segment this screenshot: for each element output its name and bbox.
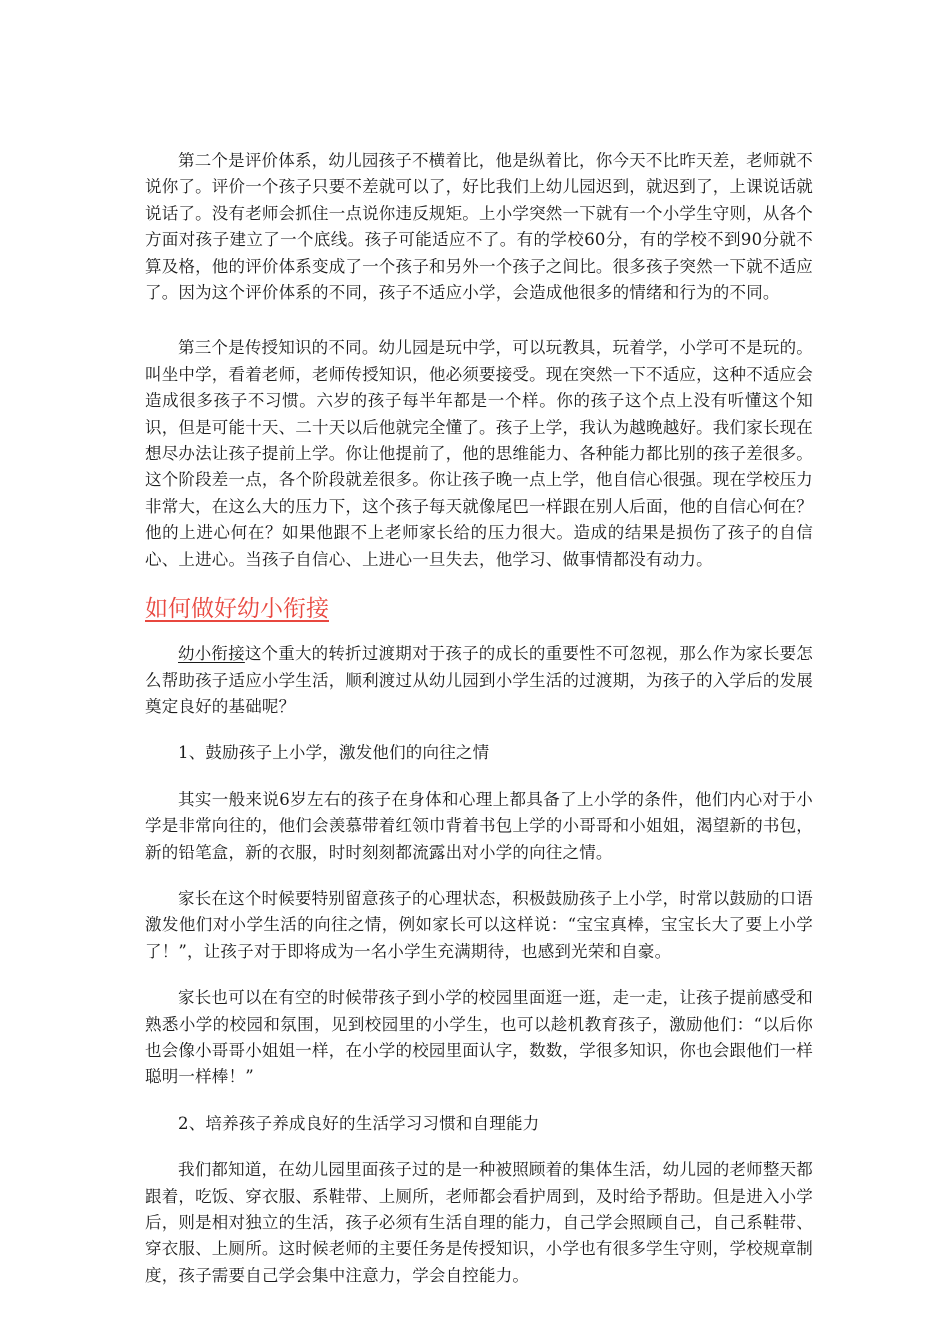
paragraph-knowledge-teaching: 第三个是传授知识的不同。幼儿园是玩中学，可以玩教具，玩着学，小学可不是玩的。叫坐中学，看着老师，老师传授知识，他必须要接受。现在突然一下不适应，这种不适应会造成很多孩子不习惯。六岁的孩子每半年都是一个样。你的孩子这个点上没有听懂这个知识，但是可能十天、二十天以后他就完全懂了。孩子上学，我认为越晚越好。我们家长现在想尽办法让孩子提前上学。你让他提前了，他的思维能力、各种能力都比别的孩子差很多。这个阶段差一点，各个阶段就差很多。你让孩子晚一点上学，他自信心很强。现在学校压力非常大，在这么大的压力下，这个孩子每天就像尾巴一样跟在别人后面，他的自信心何在？他的上进心何在？如果他跟不上老师家长给的压力很大。造成的结果是损伤了孩子的自信心、上进心。当孩子自信心、上进心一旦失去，他学习、做事情都没有动力。 (145, 338, 813, 569)
section1-paragraph: 其实一般来说6岁左右的孩子在身体和心理上都具备了上小学的条件，他们内心对于小学是非常向往的，他们会羡慕带着红领巾背着书包上学的小哥哥和小姐姐，渴望新的书包，新的铅笔盒，新的衣服，时时刻刻都流露出对小学的向往之情。 (145, 789, 813, 862)
document-body (145, 148, 813, 1289)
subheading-1: 1、鼓励孩子上小学，激发他们的向往之情 (178, 743, 490, 763)
section-heading[interactable]: 如何做好幼小衔接 (145, 596, 329, 623)
section2-paragraph: 我们都知道，在幼儿园里面孩子过的是一种被照顾着的集体生活，幼儿园的老师整天都跟着，吃饭、穿衣服、系鞋带、上厕所，老师都会看护周到，及时给予帮助。但是进入小学后，则是相对独立的生活，孩子必须有生活自理的能力，自己学会照顾自己，自己系鞋带、穿衣服、上厕所。这时候老师的主要任务是传授知识，小学也有很多学生守则，学校规章制度，孩子需要自己学会集中注意力，学会自控能力。 (145, 1160, 813, 1285)
paragraph-evaluation-system: 第二个是评价体系，幼儿园孩子不横着比，他是纵着比，你今天不比昨天差，老师就不说你了。评价一个孩子只要不差就可以了，好比我们上幼儿园迟到，就迟到了，上课说话就说话了。没有老师会抓住一点说你违反规矩。上小学突然一下就有一个小学生守则，从各个方面对孩子建立了一个底线。孩子可能适应不了。有的学校60分，有的学校不到90分就不算及格，他的评价体系变成了一个孩子和另外一个孩子之间比。很多孩子突然一下就不适应了。因为这个评价体系的不同，孩子不适应小学，会造成他很多的情绪和行为的不同。 (145, 151, 813, 303)
section1-paragraph: 家长也可以在有空的时候带孩子到小学的校园里面逛一逛，走一走，让孩子提前感受和熟悉小学的校园和氛围，见到校园里的小学生，也可以趁机教育孩子，激励他们：“以后你也会像小哥哥小姐姐一样，在小学的校园里面认字，数数，学很多知识，你也会跟他们一样聪明一样棒！” (145, 988, 813, 1087)
intro-text: 这个重大的转折过渡期对于孩子的成长的重要性不可忽视，那么作为家长要怎么帮助孩子适应小学生活，顺利渡过从幼儿园到小学生活的过渡期，为孩子的入学后的发展奠定良好的基础呢？ (145, 644, 813, 716)
subheading-2: 2、培养孩子养成良好的生活学习习惯和自理能力 (178, 1113, 540, 1133)
section1-paragraph: 家长在这个时候要特别留意孩子的心理状态，积极鼓励孩子上小学，时常以鼓励的口语激发他们对小学生活的向往之情，例如家长可以这样说：“宝宝真棒，宝宝长大了要上小学了！”，让孩子对于即将成为一名小学生充满期待，也感到光荣和自豪。 (145, 888, 813, 961)
intro-link[interactable]: 幼小衔接 (178, 644, 245, 664)
intro-paragraph (145, 641, 813, 720)
